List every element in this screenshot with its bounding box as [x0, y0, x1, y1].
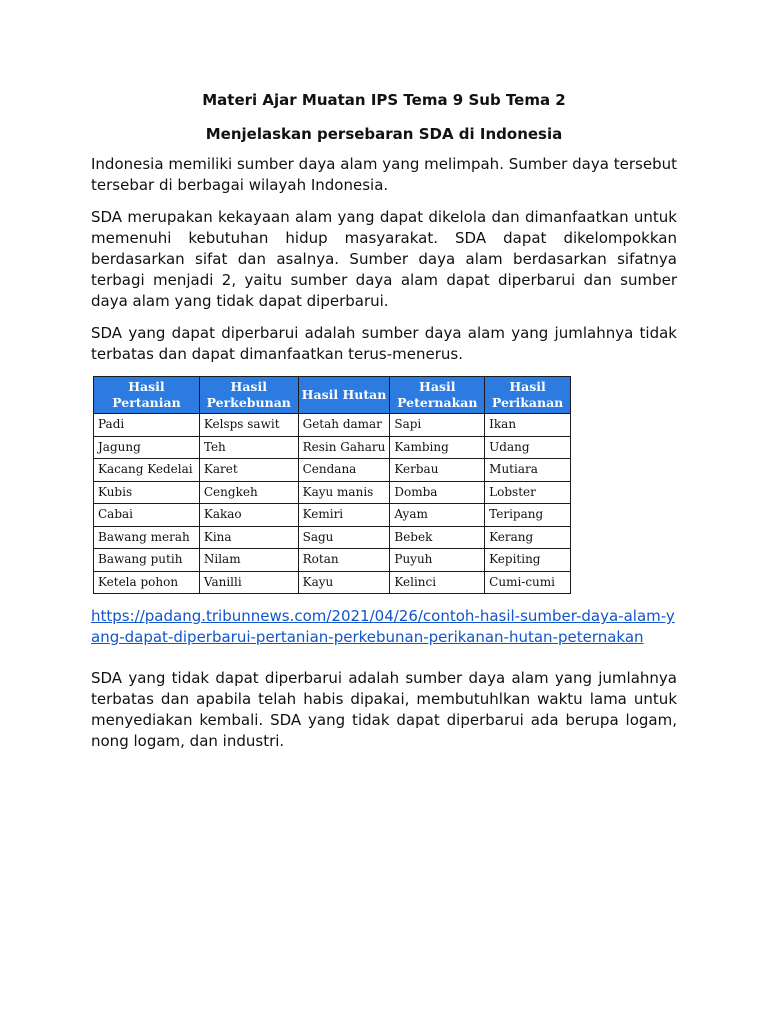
table-cell: Lobster	[485, 481, 571, 504]
document-title: Materi Ajar Muatan IPS Tema 9 Sub Tema 2	[202, 91, 566, 109]
header-perkebunan: Hasil Perkebunan	[199, 377, 298, 414]
table-cell: Bawang putih	[94, 549, 200, 572]
document-subtitle: Menjelaskan persebaran SDA di Indonesia	[205, 125, 563, 143]
paragraph-definition: SDA merupakan kekayaan alam yang dapat dikelola dan dimanfaatkan untuk memenuhi kebutuhan hidup masyarakat. SDA dapat dikelompokkan berdasarkan sifat dan asalnya. Sumber daya alam berdasarkan sifatnya terbagi menjadi 2, yaitu sumber daya alam dapat diperbarui dan sumber daya alam yang tidak dapat diperbarui.	[91, 208, 677, 310]
table-cell: Bebek	[390, 526, 485, 549]
table-cell: Udang	[485, 436, 571, 459]
table-cell: Karet	[199, 459, 298, 482]
paragraph-renewable: SDA yang dapat diperbarui adalah sumber daya alam yang jumlahnya tidak terbatas dan dapat dimanfaatkan terus-menerus.	[91, 324, 677, 363]
table-cell: Resin Gaharu	[298, 436, 390, 459]
table-cell: Kakao	[199, 504, 298, 527]
table-cell: Kayu	[298, 571, 390, 594]
table-row	[94, 526, 571, 549]
table-cell: Kambing	[390, 436, 485, 459]
table-cell: Sagu	[298, 526, 390, 549]
table-cell: Kelsps sawit	[199, 414, 298, 437]
paragraph-intro: Indonesia memiliki sumber daya alam yang melimpah. Sumber daya tersebut tersebar di berbagai wilayah Indonesia.	[91, 155, 677, 194]
table-cell: Kepiting	[485, 549, 571, 572]
table-cell: Bawang merah	[94, 526, 200, 549]
table-cell: Ketela pohon	[94, 571, 200, 594]
table-cell: Getah damar	[298, 414, 390, 437]
table-cell: Cengkeh	[199, 481, 298, 504]
resource-table	[93, 376, 571, 594]
table-cell: Kubis	[94, 481, 200, 504]
table-row	[94, 414, 571, 437]
table-cell: Teripang	[485, 504, 571, 527]
table-cell: Kelinci	[390, 571, 485, 594]
table-cell: Padi	[94, 414, 200, 437]
table-cell: Nilam	[199, 549, 298, 572]
source-link[interactable]: https://padang.tribunnews.com/2021/04/26/contoh-hasil-sumber-daya-alam-yang-dapat-diperbarui-pertanian-perkebunan-perikanan-hutan-peternakan	[91, 607, 675, 646]
table-cell: Mutiara	[485, 459, 571, 482]
table-cell: Ikan	[485, 414, 571, 437]
table-cell: Sapi	[390, 414, 485, 437]
table-cell: Kacang Kedelai	[94, 459, 200, 482]
table-cell: Cumi-cumi	[485, 571, 571, 594]
table-cell: Kemiri	[298, 504, 390, 527]
table-cell: Ayam	[390, 504, 485, 527]
table-cell: Kerang	[485, 526, 571, 549]
table-row	[94, 459, 571, 482]
table-header-row	[94, 377, 571, 414]
table-row	[94, 571, 571, 594]
table-row	[94, 504, 571, 527]
table-row	[94, 549, 571, 572]
table-row	[94, 481, 571, 504]
table-cell: Kerbau	[390, 459, 485, 482]
header-perikanan: Hasil Perikanan	[485, 377, 571, 414]
table-cell: Cendana	[298, 459, 390, 482]
paragraph-nonrenewable: SDA yang tidak dapat diperbarui adalah sumber daya alam yang jumlahnya terbatas dan apabila telah habis dipakai, membutuhlkan waktu lama untuk menyediakan kembali. SDA yang tidak dapat diperbarui ada berupa logam, nong logam, dan industri.	[91, 669, 677, 750]
table-cell: Domba	[390, 481, 485, 504]
table-cell: Puyuh	[390, 549, 485, 572]
header-hutan: Hasil Hutan	[298, 377, 390, 414]
table-row	[94, 436, 571, 459]
document-page	[91, 90, 677, 763]
table-cell: Teh	[199, 436, 298, 459]
table-cell: Rotan	[298, 549, 390, 572]
table-cell: Kina	[199, 526, 298, 549]
table-cell: Jagung	[94, 436, 200, 459]
header-peternakan: Hasil Peternakan	[390, 377, 485, 414]
table-cell: Vanilli	[199, 571, 298, 594]
header-pertanian: Hasil Pertanian	[94, 377, 200, 414]
table-cell: Cabai	[94, 504, 200, 527]
table-cell: Kayu manis	[298, 481, 390, 504]
